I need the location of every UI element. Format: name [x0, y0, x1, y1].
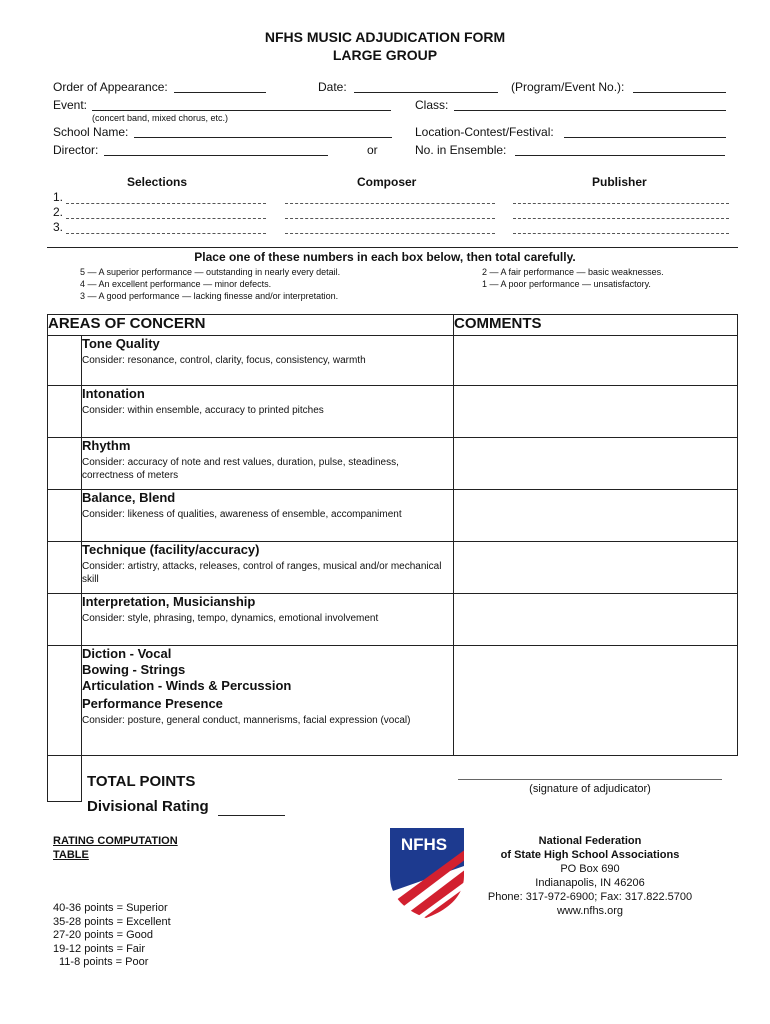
- org-website: www.nfhs.org: [556, 905, 624, 917]
- comment-box[interactable]: [454, 490, 738, 542]
- comment-box[interactable]: [454, 646, 738, 756]
- area-title: Bowing - Strings: [82, 662, 186, 677]
- area-consider: Consider: posture, general conduct, mannerisms, facial expression (vocal): [82, 715, 411, 726]
- class-field[interactable]: [454, 98, 726, 111]
- area-consider: Consider: artistry, attacks, releases, control of ranges, musical and/or mechanical skill: [82, 561, 442, 585]
- publisher-header: Publisher: [592, 175, 647, 189]
- composer-3-field[interactable]: [285, 223, 495, 234]
- area-consider: Consider: resonance, control, clarity, focus, consistency, warmth: [82, 355, 366, 366]
- date-label: Date:: [318, 80, 347, 94]
- director-field[interactable]: [104, 143, 328, 156]
- school-name-label: School Name:: [53, 125, 129, 139]
- order-of-appearance-field[interactable]: [174, 80, 266, 93]
- selection-3-field[interactable]: [66, 223, 266, 234]
- area-consider: Consider: accuracy of note and rest values, duration, pulse, steadiness, correctness of meters: [82, 457, 399, 481]
- area-title: Tone Quality: [82, 336, 160, 351]
- publisher-1-field[interactable]: [513, 193, 729, 204]
- order-of-appearance-label: Order of Appearance:: [53, 80, 168, 94]
- selection-row-2-num: 2.: [53, 205, 64, 219]
- composer-2-field[interactable]: [285, 208, 495, 219]
- legend-4: 4 — An excellent performance — minor defects.: [80, 279, 272, 289]
- publisher-2-field[interactable]: [513, 208, 729, 219]
- section-divider: [47, 247, 738, 248]
- area-title: Technique (facility/accuracy): [82, 542, 260, 557]
- rating-row: 27-20 points = Good: [53, 929, 153, 941]
- event-hint: (concert band, mixed chorus, etc.): [92, 113, 229, 123]
- class-label: Class:: [415, 98, 449, 112]
- score-box[interactable]: [48, 386, 82, 438]
- comments-header: COMMENTS: [454, 315, 738, 336]
- signature-caption: (signature of adjudicator): [529, 783, 651, 795]
- legend-3: 3 — A good performance — lacking finesse and/or interpretation.: [80, 291, 339, 301]
- area-consider: Consider: likeness of qualities, awareness of ensemble, accompaniment: [82, 509, 402, 520]
- rating-table-heading: [53, 834, 178, 862]
- score-box[interactable]: [48, 490, 82, 542]
- rating-row: 11-8 points = Poor: [59, 956, 149, 968]
- selection-row-3-num: 3.: [53, 220, 64, 234]
- school-name-field[interactable]: [134, 125, 392, 138]
- no-in-ensemble-label: No. in Ensemble:: [415, 143, 507, 157]
- rating-row: 19-12 points = Fair: [53, 942, 146, 955]
- location-field[interactable]: [564, 125, 726, 138]
- legend-1: 1 — A poor performance — unsatisfactory.: [482, 279, 651, 289]
- or-label: or: [367, 143, 378, 157]
- composer-1-field[interactable]: [285, 193, 495, 204]
- areas-table: [47, 314, 738, 756]
- area-title: Interpretation, Musicianship: [82, 594, 256, 609]
- form-title: NFHS MUSIC ADJUDICATION FORM: [264, 29, 506, 45]
- signature-line[interactable]: [458, 779, 722, 780]
- area-title: Articulation - Winds & Percussion: [82, 678, 292, 693]
- org-name-line1: National Federation: [538, 835, 642, 847]
- program-event-label: (Program/Event No.):: [511, 80, 625, 94]
- comment-box[interactable]: [454, 386, 738, 438]
- composer-header: Composer: [357, 175, 417, 189]
- table-row: [48, 438, 738, 490]
- score-box[interactable]: [48, 594, 82, 646]
- area-consider: Consider: style, phrasing, tempo, dynamics, emotional involvement: [82, 613, 379, 624]
- selections-header: Selections: [127, 175, 188, 189]
- date-field[interactable]: [354, 80, 498, 93]
- event-field[interactable]: [92, 98, 391, 111]
- table-row: [48, 542, 738, 594]
- total-points-box[interactable]: [47, 755, 82, 802]
- selection-row-1-num: 1.: [53, 190, 64, 204]
- selection-2-field[interactable]: [66, 208, 266, 219]
- legend-left: [80, 266, 340, 302]
- comment-box[interactable]: [454, 594, 738, 646]
- comment-box[interactable]: [454, 542, 738, 594]
- director-label: Director:: [53, 143, 99, 157]
- comment-box[interactable]: [454, 438, 738, 490]
- logo-text: NFHS: [400, 835, 448, 854]
- rating-row: 40-36 points = Superior: [53, 902, 168, 914]
- table-row: [48, 386, 738, 438]
- score-box[interactable]: [48, 336, 82, 386]
- area-title: Diction - Vocal: [82, 646, 172, 661]
- score-box[interactable]: [48, 542, 82, 594]
- table-row: [48, 646, 738, 756]
- org-address1: PO Box 690: [560, 863, 620, 875]
- table-row: [48, 594, 738, 646]
- divisional-rating-field[interactable]: [218, 803, 285, 816]
- rating-heading-line1: RATING COMPUTATION: [53, 835, 178, 847]
- score-box[interactable]: [48, 438, 82, 490]
- table-row: [48, 490, 738, 542]
- program-event-field[interactable]: [633, 80, 726, 93]
- rating-table: [53, 902, 171, 970]
- no-in-ensemble-field[interactable]: [515, 143, 725, 156]
- area-title: Performance Presence: [82, 696, 223, 711]
- areas-header: AREAS OF CONCERN: [48, 315, 454, 336]
- selection-1-field[interactable]: [66, 193, 266, 204]
- event-label: Event:: [53, 98, 88, 112]
- organization-info: [478, 834, 702, 918]
- divisional-rating-label: Divisional Rating: [87, 798, 209, 815]
- table-row: [48, 336, 738, 386]
- rating-row: 35-28 points = Excellent: [53, 915, 171, 928]
- legend-2: 2 — A fair performance — basic weaknesses.: [482, 267, 664, 277]
- form-subtitle: LARGE GROUP: [332, 47, 438, 63]
- total-points-label: TOTAL POINTS: [87, 773, 196, 790]
- area-consider: Consider: within ensemble, accuracy to printed pitches: [82, 405, 324, 416]
- org-phone: Phone: 317-972-6900; Fax: 317.822.5700: [487, 891, 693, 903]
- rating-heading-line2: TABLE: [53, 849, 89, 861]
- org-name-line2: of State High School Associations: [500, 849, 680, 861]
- instructions-heading: Place one of these numbers in each box below, then total carefully.: [194, 250, 576, 264]
- location-label: Location-Contest/Festival:: [415, 125, 554, 139]
- area-title: Balance, Blend: [82, 490, 176, 505]
- area-title: Intonation: [82, 386, 145, 401]
- legend-right: [482, 266, 664, 290]
- org-address2: Indianapolis, IN 46206: [535, 877, 645, 889]
- legend-5: 5 — A superior performance — outstanding in nearly every detail.: [80, 267, 341, 277]
- comment-box[interactable]: [454, 336, 738, 386]
- score-box[interactable]: [48, 646, 82, 756]
- nfhs-logo: [388, 826, 470, 922]
- publisher-3-field[interactable]: [513, 223, 729, 234]
- area-title: Rhythm: [82, 438, 131, 453]
